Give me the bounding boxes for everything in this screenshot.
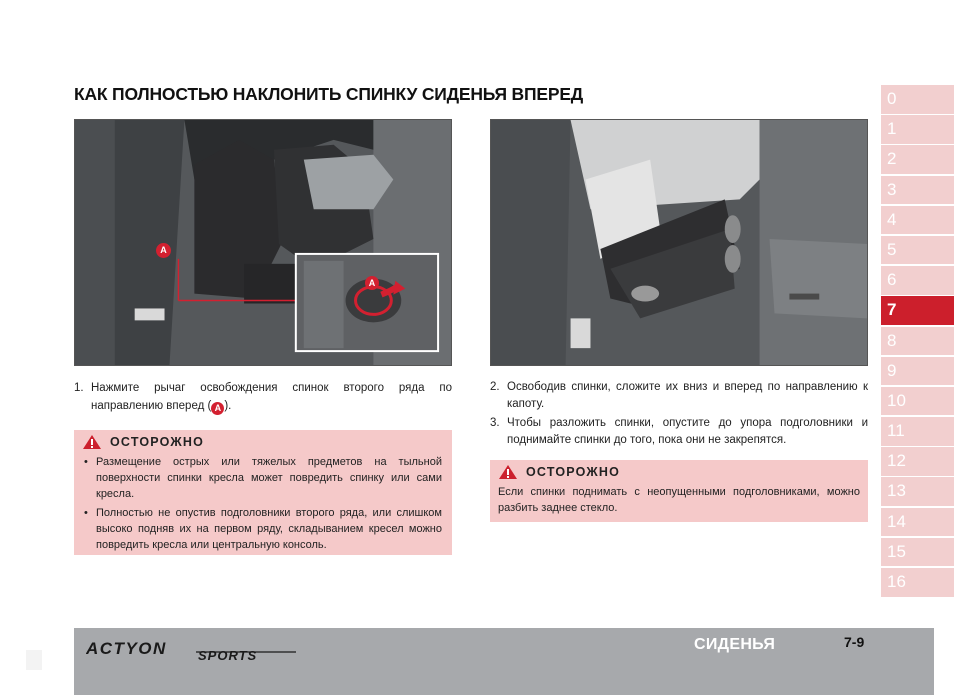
list-item: • Полностью не опустив подголовники второго ряда, или слишком высоко подняв их на первом ряду, складыванием кресел можно повредить кресла или центральную консоль.	[84, 505, 442, 553]
step-number: 3.	[490, 417, 500, 429]
chapter-tab-11[interactable]: 11	[881, 417, 954, 446]
step-text: Освободив спинки, сложите их вниз и вперед по направлению к капоту.	[507, 381, 868, 410]
chapter-tab-12[interactable]: 12	[881, 447, 954, 476]
chapter-tab-14[interactable]: 14	[881, 508, 954, 537]
step-3	[490, 415, 868, 449]
step-text: Чтобы разложить спинки, опустите до упора подголовники и поднимайте спинки до того, пока они не закрепятся.	[507, 417, 868, 446]
step-number: 1.	[74, 382, 84, 394]
warning-list	[84, 454, 442, 556]
marker-a-icon: A	[211, 402, 224, 415]
step-text-after: ).	[224, 400, 232, 412]
logo-sub-text: SPORTS	[198, 648, 258, 662]
chapter-tab-8[interactable]: 8	[881, 327, 954, 356]
warning-header	[498, 464, 620, 480]
warning-title: ОСТОРОЖНО	[526, 465, 621, 479]
chapter-tab-10[interactable]: 10	[881, 387, 954, 416]
section-name: СИДЕНЬЯ	[694, 636, 776, 653]
chapter-tab-16[interactable]: 16	[881, 568, 954, 597]
chapter-index	[881, 85, 954, 598]
folded-seat-illustration	[491, 120, 867, 365]
actyon-sports-logo	[86, 636, 306, 662]
chapter-tab-15[interactable]: 15	[881, 538, 954, 567]
marker-a-icon: A	[156, 243, 171, 258]
warning-triangle-icon	[498, 464, 518, 480]
page-title: КАК ПОЛНОСТЬЮ НАКЛОНИТЬ СПИНКУ СИДЕНЬЯ ВПЕРЕД	[74, 84, 584, 104]
warning-text: Если спинки поднимать с неопущенными подголовниками, можно разбить заднее стекло.	[498, 486, 860, 514]
marker-a-inset-icon: A	[365, 276, 379, 290]
warning-triangle-icon	[82, 434, 102, 450]
chapter-tab-13[interactable]: 13	[881, 477, 954, 506]
seat-lever-photo	[74, 119, 452, 366]
chapter-tab-0[interactable]: 0	[881, 85, 954, 114]
step-text-before: Нажмите рычаг освобождения спинок второго ряда по направлению вперед (	[91, 382, 452, 412]
chapter-tab-2[interactable]: 2	[881, 145, 954, 174]
step-number: 2.	[490, 381, 500, 393]
chapter-tab-3[interactable]: 3	[881, 176, 954, 205]
chapter-tab-7[interactable]: 7	[881, 296, 954, 325]
folded-seat-photo	[490, 119, 868, 366]
chapter-tab-9[interactable]: 9	[881, 357, 954, 386]
page-number: 7-9	[844, 634, 865, 650]
list-item: • Размещение острых или тяжелых предметов на тыльной поверхности спинки кресла может повредить спинку или сами кресла.	[84, 454, 442, 502]
step-2	[490, 379, 868, 413]
warning-header	[82, 434, 204, 450]
chapter-tab-1[interactable]: 1	[881, 115, 954, 144]
warning-box	[74, 430, 452, 555]
step-text	[74, 379, 452, 415]
warning-box	[490, 460, 868, 522]
corner-mark	[26, 650, 42, 670]
chapter-tab-4[interactable]: 4	[881, 206, 954, 235]
chapter-tab-5[interactable]: 5	[881, 236, 954, 265]
seat-lever-illustration	[75, 120, 451, 365]
logo-main-text: ACTYON	[86, 639, 167, 658]
chapter-tab-6[interactable]: 6	[881, 266, 954, 295]
page-footer	[74, 628, 934, 695]
step-1	[74, 379, 452, 415]
warning-title: ОСТОРОЖНО	[110, 435, 205, 449]
